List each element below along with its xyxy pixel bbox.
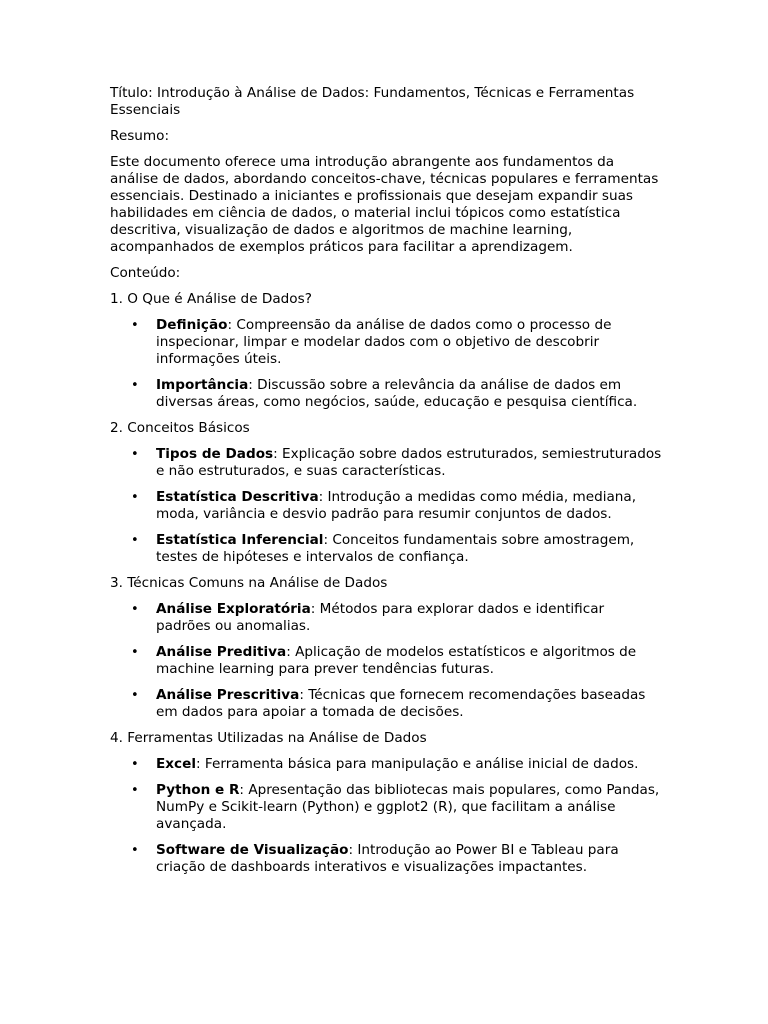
bullet-icon: • (131, 378, 139, 393)
item-term: Definição (156, 317, 228, 333)
bullet-icon: • (131, 688, 139, 703)
bullet-icon: • (131, 602, 139, 617)
item-term: Análise Prescritiva (156, 687, 300, 703)
section-title: 1. O Que é Análise de Dados? (110, 291, 312, 307)
bullet-icon: • (131, 447, 139, 462)
contents-label: Conteúdo: (110, 265, 181, 281)
list-item (110, 756, 662, 773)
document-body (110, 85, 662, 885)
bullet-icon: • (131, 533, 139, 548)
item-description: : Conceitos fundamentais sobre amostragem, testes de hipóteses e intervalos de confiança. (156, 532, 635, 565)
contents-sections (110, 291, 662, 876)
list-item (110, 782, 662, 833)
list-item (110, 532, 662, 566)
item-description: : Discussão sobre a relevância da análise de dados em diversas áreas, como negócios, saúde, educação e pesquisa científica. (156, 377, 638, 410)
item-term: Tipos de Dados (156, 446, 274, 462)
item-term: Excel (156, 756, 196, 772)
item-description: : Explicação sobre dados estruturados, semiestruturados e não estruturados, e suas características. (156, 446, 662, 479)
item-term: Análise Preditiva (156, 644, 287, 660)
list-item (110, 601, 662, 635)
list-item (110, 317, 662, 368)
bullet-icon: • (131, 318, 139, 333)
item-description: : Aplicação de modelos estatísticos e algoritmos de machine learning para prever tendências futuras. (156, 644, 637, 677)
section-list (110, 446, 662, 566)
list-item (110, 842, 662, 876)
bullet-icon: • (131, 490, 139, 505)
section-list (110, 601, 662, 721)
document-title: Título: Introdução à Análise de Dados: Fundamentos, Técnicas e Ferramentas Essenciais (110, 85, 635, 118)
bullet-icon: • (131, 783, 139, 798)
section-title: 4. Ferramentas Utilizadas na Análise de Dados (110, 730, 427, 746)
item-description: : Introdução a medidas como média, mediana, moda, variância e desvio padrão para resumir conjuntos de dados. (156, 489, 637, 522)
item-description: : Técnicas que fornecem recomendações baseadas em dados para apoiar a tomada de decisões. (156, 687, 646, 720)
item-description: : Introdução ao Power BI e Tableau para criação de dashboards interativos e visualizações impactantes. (156, 842, 619, 875)
bullet-icon: • (131, 645, 139, 660)
item-description: : Apresentação das bibliotecas mais populares, como Pandas, NumPy e Scikit-learn (Python) e ggplot2 (R), que facilitam a análise avançada. (156, 782, 660, 832)
item-term: Importância (156, 377, 249, 393)
section-list (110, 756, 662, 876)
item-description: : Métodos para explorar dados e identificar padrões ou anomalias. (156, 601, 605, 634)
bullet-icon: • (131, 757, 139, 772)
section-title: 3. Técnicas Comuns na Análise de Dados (110, 575, 388, 591)
section-title: 2. Conceitos Básicos (110, 420, 250, 436)
list-item (110, 377, 662, 411)
summary-paragraph: Este documento oferece uma introdução abrangente aos fundamentos da análise de dados, abordando conceitos-chave, técnicas populares e ferramentas essenciais. Destinado a iniciantes e profissionais que desejam expandir suas habilidades em ciência de dados, o material inclui tópicos como estatística descritiva, visualização de dados e algoritmos de machine learning, acompanhados de exemplos práticos para facilitar a aprendizagem. (110, 154, 659, 255)
list-item (110, 687, 662, 721)
list-item (110, 489, 662, 523)
item-description: : Compreensão da análise de dados como o processo de inspecionar, limpar e modelar dados com o objetivo de descobrir informações úteis. (156, 317, 612, 367)
list-item (110, 644, 662, 678)
item-term: Estatística Inferencial (156, 532, 324, 548)
section-list (110, 317, 662, 411)
item-term: Análise Exploratória (156, 601, 311, 617)
item-term: Estatística Descritiva (156, 489, 319, 505)
item-description: : Ferramenta básica para manipulação e análise inicial de dados. (196, 756, 639, 772)
item-term: Software de Visualização (156, 842, 349, 858)
list-item (110, 446, 662, 480)
item-term: Python e R (156, 782, 240, 798)
bullet-icon: • (131, 843, 139, 858)
summary-label: Resumo: (110, 128, 170, 144)
